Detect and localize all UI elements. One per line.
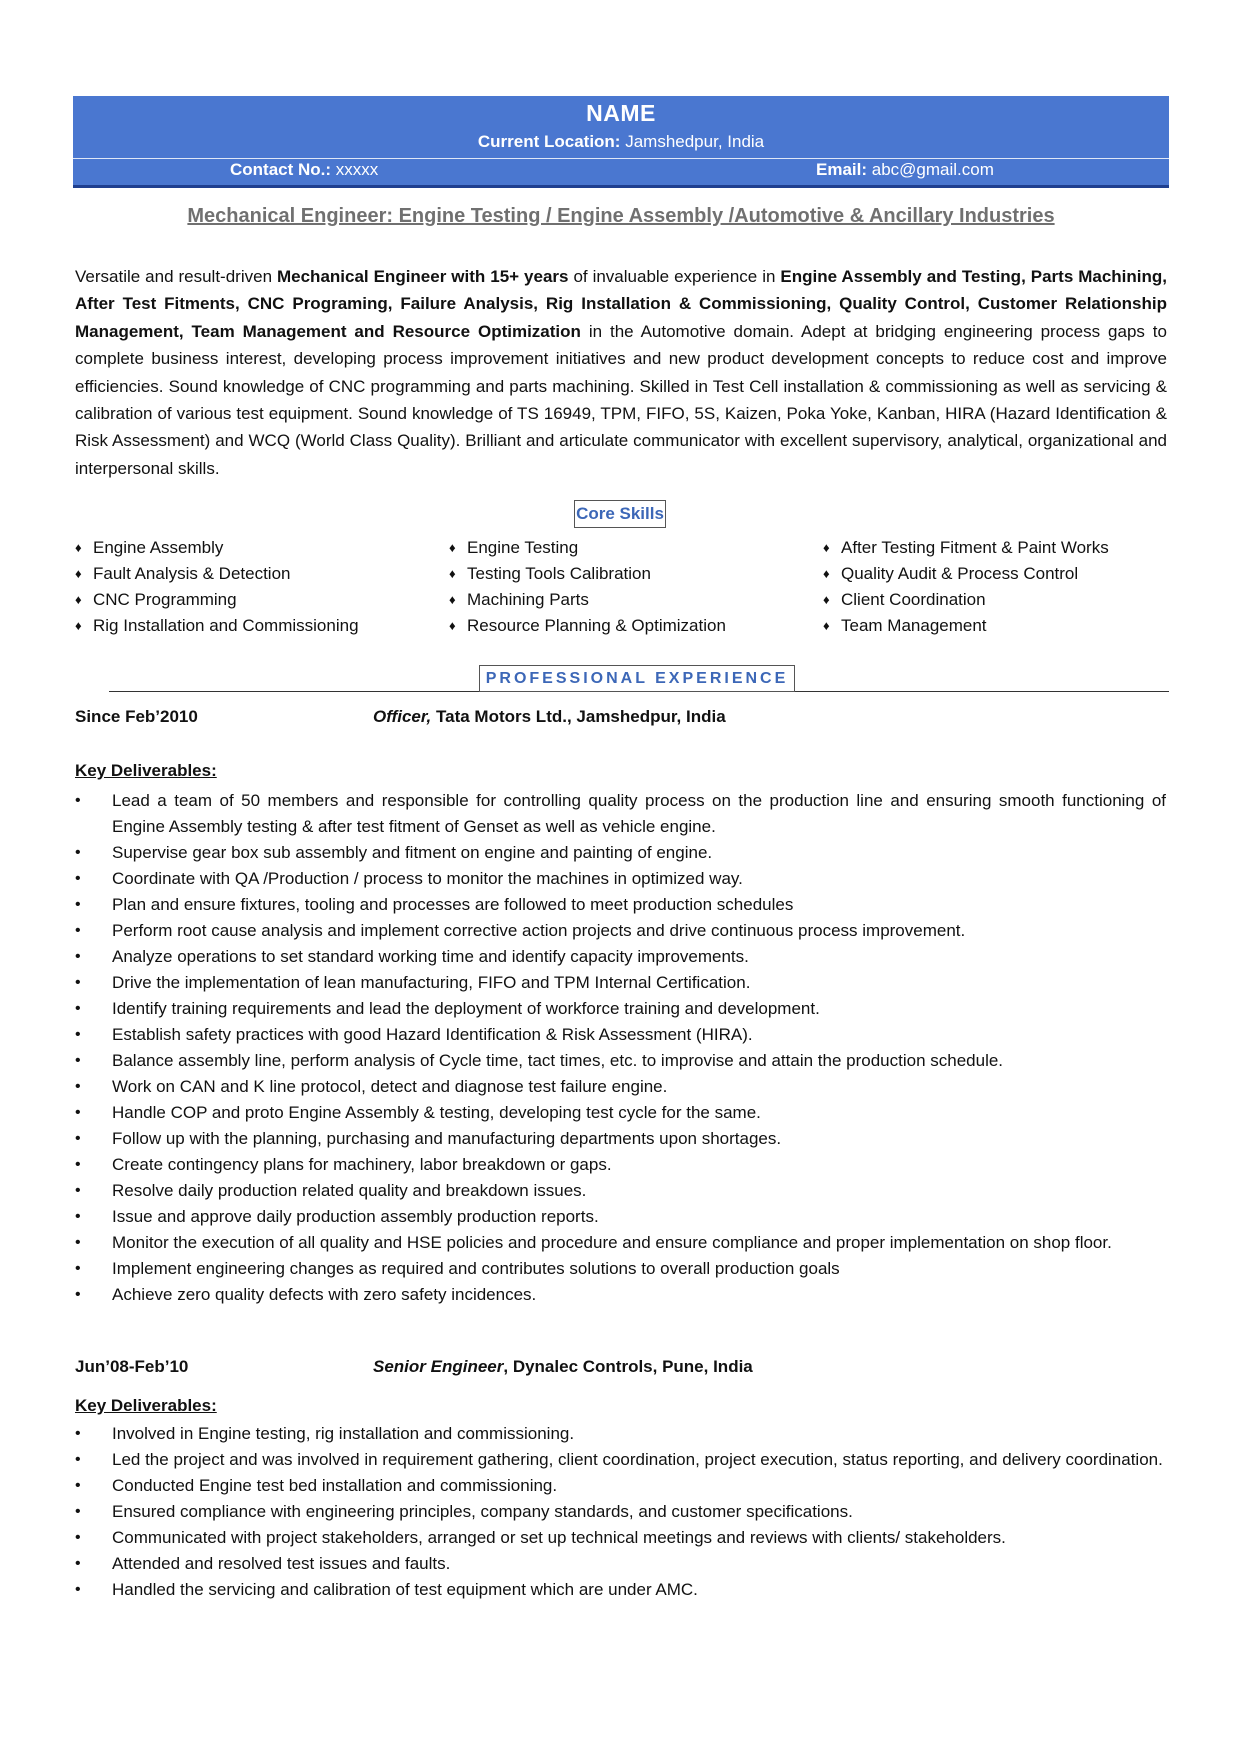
list-item: • Resolve daily production related quality and breakdown issues. bbox=[75, 1178, 1166, 1204]
bullet-icon: • bbox=[75, 1451, 81, 1468]
bullet-icon: • bbox=[75, 1052, 81, 1069]
job-deliverables-list bbox=[75, 788, 1166, 1308]
list-item: • Involved in Engine testing, rig installation and commissioning. bbox=[75, 1421, 1166, 1447]
list-item: • Handle COP and proto Engine Assembly & testing, developing test cycle for the same. bbox=[75, 1100, 1166, 1126]
list-item: • Identify training requirements and lead the deployment of workforce training and development. bbox=[75, 996, 1166, 1022]
list-item: • Drive the implementation of lean manufacturing, FIFO and TPM Internal Certification. bbox=[75, 970, 1166, 996]
diamond-bullet-icon: ♦ bbox=[823, 540, 830, 555]
list-item: • Monitor the execution of all quality and HSE policies and procedure and ensure compliance and proper implementation on shop floor. bbox=[75, 1230, 1166, 1256]
list-item: • Coordinate with QA /Production / process to monitor the machines in optimized way. bbox=[75, 866, 1166, 892]
job-deliverables-list bbox=[75, 1421, 1166, 1603]
bullet-icon: • bbox=[75, 1208, 81, 1225]
list-item: • Achieve zero quality defects with zero safety incidences. bbox=[75, 1282, 1166, 1308]
diamond-bullet-icon: ♦ bbox=[823, 566, 830, 581]
key-deliverables-label: Key Deliverables: bbox=[75, 761, 217, 780]
diamond-bullet-icon: ♦ bbox=[449, 618, 456, 633]
list-item: • Led the project and was involved in requirement gathering, client coordination, project execution, status reporting, and delivery coordination. bbox=[75, 1447, 1166, 1473]
skill-item: ♦ Quality Audit & Process Control bbox=[823, 564, 1079, 583]
diamond-bullet-icon: ♦ bbox=[75, 592, 82, 607]
list-item: • Follow up with the planning, purchasing and manufacturing departments upon shortages. bbox=[75, 1126, 1166, 1152]
skill-item: ♦ Fault Analysis & Detection bbox=[75, 564, 291, 583]
contact-label: Contact No.: bbox=[230, 160, 332, 179]
list-item: • Conducted Engine test bed installation and commissioning. bbox=[75, 1473, 1166, 1499]
bullet-icon: • bbox=[75, 1503, 81, 1520]
bullet-icon: • bbox=[75, 948, 81, 965]
skill-item: ♦ Engine Testing bbox=[449, 538, 579, 557]
list-item: • Work on CAN and K line protocol, detect and diagnose test failure engine. bbox=[75, 1074, 1166, 1100]
contact-number bbox=[230, 160, 378, 180]
bullet-icon: • bbox=[75, 1477, 81, 1494]
list-item: • Plan and ensure fixtures, tooling and processes are followed to meet production schedules bbox=[75, 892, 1166, 918]
bullet-icon: • bbox=[75, 1555, 81, 1572]
profile-summary bbox=[75, 263, 1167, 482]
skill-item: ♦ CNC Programming bbox=[75, 590, 237, 609]
summary-text-2: of invaluable experience in bbox=[568, 267, 781, 286]
location-value: Jamshedpur, India bbox=[625, 132, 765, 151]
bullet-icon: • bbox=[75, 1581, 81, 1598]
email-value: abc@gmail.com bbox=[871, 160, 994, 179]
diamond-bullet-icon: ♦ bbox=[75, 566, 82, 581]
skill-item: ♦ After Testing Fitment & Paint Works bbox=[823, 538, 1109, 557]
location-label: Current Location: bbox=[477, 132, 621, 151]
list-item: • Supervise gear box sub assembly and fitment on engine and painting of engine. bbox=[75, 840, 1166, 866]
job-title: Officer, bbox=[373, 707, 432, 726]
bullet-icon: • bbox=[75, 1130, 81, 1147]
bullet-icon: • bbox=[75, 1260, 81, 1277]
key-deliverables-label: Key Deliverables: bbox=[75, 1396, 217, 1415]
profile-title: Mechanical Engineer: Engine Testing / Engine Assembly /Automotive & Ancillary Industries bbox=[187, 205, 1055, 227]
bullet-icon: • bbox=[75, 844, 81, 861]
list-item: • Implement engineering changes as required and contributes solutions to overall production goals bbox=[75, 1256, 1166, 1282]
skill-item: ♦ Team Management bbox=[823, 616, 987, 635]
list-item: • Analyze operations to set standard working time and identify capacity improvements. bbox=[75, 944, 1166, 970]
header-band bbox=[73, 96, 1169, 188]
job-date: Jun’08-Feb’10 bbox=[75, 1357, 189, 1376]
summary-text-3: in the Automotive domain. Adept at bridging engineering process gaps to complete business interest, developing process improvement initiatives and new product development concepts to reduce cost and improve efficiencies. Sound knowledge of CNC programming and parts machining. Skilled in Test Cell installation & commissioning as well as servicing & calibration of various test equipment. Sound knowledge of TS 16949, TPM, FIFO, 5S, Kaizen, Poka Yoke, Kanban, HIRA (Hazard Identification & Risk Assessment) and WCQ (World Class Quality). Brilliant and articulate communicator with excellent supervisory, analytical, organizational and interpersonal skills. bbox=[75, 321, 1167, 478]
skill-item: ♦ Machining Parts bbox=[449, 590, 589, 609]
header-divider bbox=[73, 158, 1169, 159]
list-item: • Perform root cause analysis and implement corrective action projects and drive continuous process improvement. bbox=[75, 918, 1166, 944]
job-company: Tata Motors Ltd., Jamshedpur, India bbox=[431, 707, 726, 726]
list-item: • Lead a team of 50 members and responsible for controlling quality process on the production line and ensuring smooth functioning of Engine Assembly testing & after test fitment of Genset as well as vehicle engine. bbox=[75, 788, 1166, 840]
job-role bbox=[373, 707, 726, 727]
job-date: Since Feb’2010 bbox=[75, 707, 198, 726]
bullet-icon: • bbox=[75, 1078, 81, 1095]
list-item: • Handled the servicing and calibration of test equipment which are under AMC. bbox=[75, 1577, 1166, 1603]
bullet-icon: • bbox=[75, 1104, 81, 1121]
skill-item: ♦ Client Coordination bbox=[823, 590, 986, 609]
list-item: • Attended and resolved test issues and faults. bbox=[75, 1551, 1166, 1577]
bullet-icon: • bbox=[75, 896, 81, 913]
bullet-icon: • bbox=[75, 1286, 81, 1303]
diamond-bullet-icon: ♦ bbox=[449, 540, 456, 555]
bullet-icon: • bbox=[75, 1000, 81, 1017]
list-item: • Balance assembly line, perform analysis of Cycle time, tact times, etc. to improvise and attain the production schedule. bbox=[75, 1048, 1166, 1074]
summary-bold-2: Engine Assembly and Testing, Parts Machining, After Test Fitments, CNC Programing, Failure Analysis, Rig Installation & Commissioning, Quality Control, Customer Relationship Management, Team Management and Resource Optimization bbox=[75, 267, 1168, 341]
list-item: • Establish safety practices with good Hazard Identification & Risk Assessment (HIRA). bbox=[75, 1022, 1166, 1048]
candidate-name: NAME bbox=[586, 100, 656, 126]
bullet-icon: • bbox=[75, 922, 81, 939]
core-skills-heading: Core Skills bbox=[574, 500, 666, 528]
skill-item: ♦ Testing Tools Calibration bbox=[449, 564, 651, 583]
bullet-icon: • bbox=[75, 1182, 81, 1199]
email bbox=[816, 160, 994, 180]
email-label: Email: bbox=[816, 160, 868, 179]
diamond-bullet-icon: ♦ bbox=[75, 618, 82, 633]
diamond-bullet-icon: ♦ bbox=[823, 618, 830, 633]
job-title: Senior Engineer bbox=[373, 1357, 504, 1376]
diamond-bullet-icon: ♦ bbox=[449, 592, 456, 607]
professional-experience-heading: PROFESSIONAL EXPERIENCE bbox=[479, 665, 795, 692]
header-bottom-border bbox=[73, 185, 1169, 188]
skill-item: ♦ Engine Assembly bbox=[75, 538, 224, 557]
bullet-icon: • bbox=[75, 974, 81, 991]
diamond-bullet-icon: ♦ bbox=[823, 592, 830, 607]
summary-bold-1: Mechanical Engineer with 15+ years bbox=[276, 267, 569, 286]
skills-grid bbox=[75, 538, 1169, 648]
bullet-icon: • bbox=[75, 1026, 81, 1043]
skill-item: ♦ Rig Installation and Commissioning bbox=[75, 616, 359, 635]
bullet-icon: • bbox=[75, 1425, 81, 1442]
list-item: • Ensured compliance with engineering principles, company standards, and customer specifications. bbox=[75, 1499, 1166, 1525]
bullet-icon: • bbox=[75, 1529, 81, 1546]
list-item: • Communicated with project stakeholders, arranged or set up technical meetings and reviews with clients/ stakeholders. bbox=[75, 1525, 1166, 1551]
bullet-icon: • bbox=[75, 1234, 81, 1251]
current-location bbox=[73, 132, 1169, 152]
job-company: , Dynalec Controls, Pune, India bbox=[503, 1357, 753, 1376]
bullet-icon: • bbox=[75, 1156, 81, 1173]
list-item: • Issue and approve daily production assembly production reports. bbox=[75, 1204, 1166, 1230]
bullet-icon: • bbox=[75, 870, 81, 887]
summary-text-1: Versatile and result-driven bbox=[75, 267, 277, 286]
diamond-bullet-icon: ♦ bbox=[449, 566, 456, 581]
list-item: • Create contingency plans for machinery, labor breakdown or gaps. bbox=[75, 1152, 1166, 1178]
contact-value: xxxxx bbox=[335, 160, 379, 179]
bullet-icon: • bbox=[75, 792, 81, 809]
job-role bbox=[373, 1357, 753, 1377]
skill-item: ♦ Resource Planning & Optimization bbox=[449, 616, 726, 635]
diamond-bullet-icon: ♦ bbox=[75, 540, 82, 555]
